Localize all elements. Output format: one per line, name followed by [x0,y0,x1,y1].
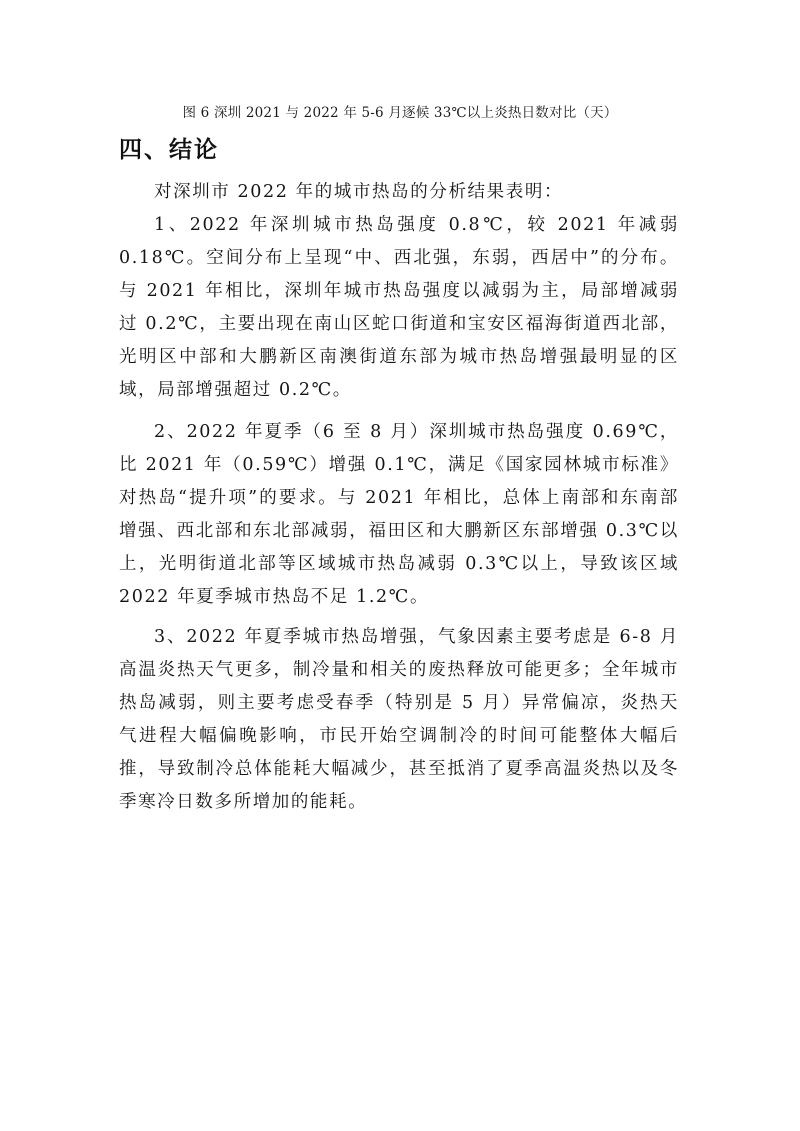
intro-paragraph: 对深圳市 2022 年的城市热岛的分析结果表明： [154,182,564,202]
conclusion-paragraph-1: 1、2022 年深圳城市热岛强度 0.8℃，较 2021 年减弱 0.18℃。空间分布上呈现“中、西北强，东弱，西居中”的分布。与 2021 年相比，深圳年城市热岛强度以减弱为主，局部增减弱过 0.2℃，主要出现在南山区蛇口街道和宝安区福海街道西北部，光明区中部和大鹏新区南澳街道东部为城市热岛增强最明显的区域，局部增强超过 0.2℃。 [119,215,679,400]
section-heading: 四、结论 [119,137,219,163]
conclusion-paragraph-2: 2、2022 年夏季（6 至 8 月）深圳城市热岛强度 0.69℃，比 2021 年（0.59℃）增强 0.1℃，满足《国家园林城市标准》对热岛“提升项”的要求。与 2021 年相比，总体上南部和东南部增强、西北部和东北部减弱，福田区和大鹏新区东部增强 0.3℃以上，光明街道北部等区域城市热岛减弱 0.3℃以上，导致该区域 2022 年夏季城市热岛不足 1.2℃。 [119,422,679,607]
conclusion-paragraph-3: 3、2022 年夏季城市热岛增强，气象因素主要考虑是 6-8 月高温炎热天气更多，制冷量和相关的废热释放可能更多；全年城市热岛减弱，则主要考虑受春季（特别是 5 月）异常偏凉，炎热天气进程大幅偏晚影响，市民开始空调制冷的时间可能整体大幅后推，导致制冷总体能耗大幅减少，甚至抵消了夏季高温炎热以及冬季寒冷日数多所增加的能耗。 [119,627,679,812]
section-body [119,176,679,829]
figure-caption: 图 6 深圳 2021 与 2022 年 5-6 月逐候 33℃以上炎热日数对比（天） [182,105,618,121]
